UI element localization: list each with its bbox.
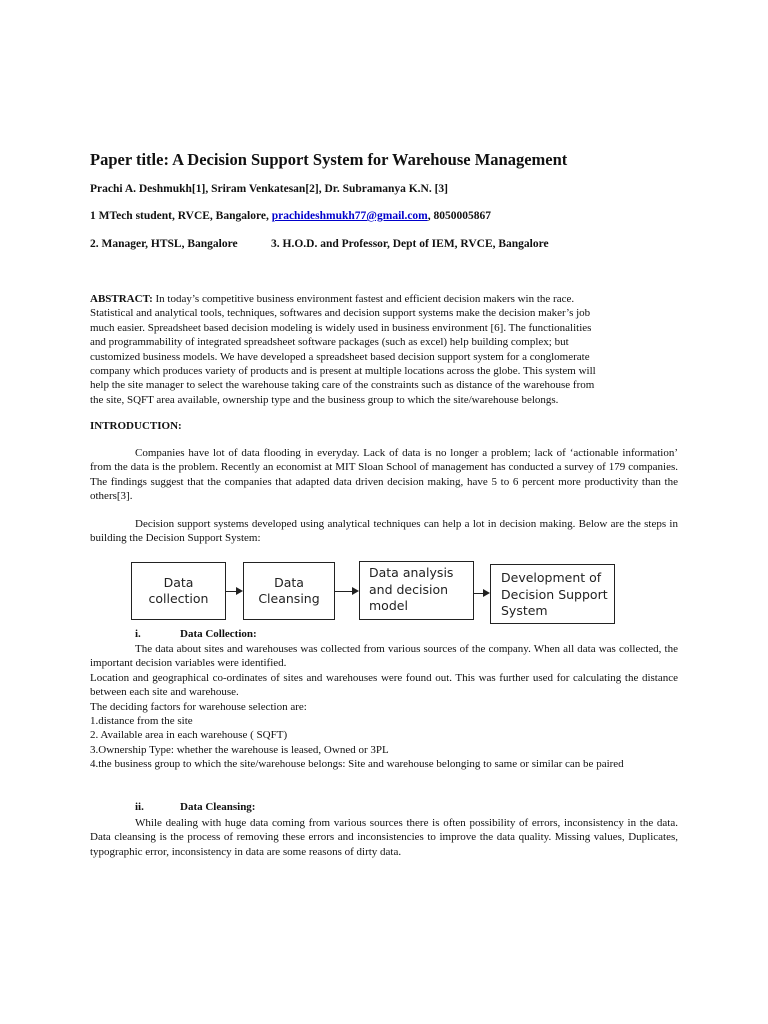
data-collection-paragraph-2: Location and geographical co-ordinates of sites and warehouses were found out. This was further used for calculating the distance between each site and warehouse. xyxy=(90,672,678,699)
authors: Prachi A. Deshmukh[1], Sriram Venkatesan[2], Dr. Subramanya K.N. [3] xyxy=(90,183,449,195)
deciding-factors-intro: The deciding factors for warehouse selection are: xyxy=(90,701,307,713)
paper-title: Paper title: A Decision Support System for Warehouse Management xyxy=(90,150,568,169)
factor-item: 4.the business group to which the site/warehouse belongs: Site and warehouse belonging to same or similar can be paired xyxy=(90,758,624,770)
flow-step-data-analysis: Data analysis and decision model xyxy=(359,561,474,620)
affiliation-2: 2. Manager, HTSL, Bangalore xyxy=(90,238,238,250)
flow-arrowhead-icon xyxy=(352,587,359,595)
flow-step-development: Development of Decision Support System xyxy=(490,564,615,624)
factor-item: 1.distance from the site xyxy=(90,715,193,727)
introduction-paragraph-1: Companies have lot of data flooding in everyday. Lack of data is no longer a problem; lack of ‘actionable information’ from the data is the problem. Recently an economist at MIT Sloan School of management has conducted a survey of 179 companies. The findings suggest that the companies that adapted data driven decision making, have 5 to 6 percent more productivity than the others[3]. xyxy=(90,447,678,503)
abstract-line: ABSTRACT: In today’s competitive business environment fastest and efficient decision makers win the race. xyxy=(90,293,575,305)
flow-arrowhead-icon xyxy=(236,587,243,595)
introduction-paragraph-2: Decision support systems developed using analytical techniques can help a lot in decision making. Below are the steps in building the Decision Support System: xyxy=(90,518,678,545)
abstract-line: much easier. Spreadsheet based decision modeling is widely used in business environment [6]. The functionalities xyxy=(90,321,592,334)
affiliation-1-suffix: , 8050005867 xyxy=(427,210,492,222)
data-cleansing-heading: Data Cleansing: xyxy=(180,801,256,813)
data-collection-heading: Data Collection: xyxy=(180,628,257,640)
affiliation-1-prefix: 1 MTech student, RVCE, Bangalore, xyxy=(90,210,272,222)
affiliation-3: 3. H.O.D. and Professor, Dept of IEM, RVCE, Bangalore xyxy=(271,238,549,250)
abstract-line: and programmability of integrated spreadsheet software packages (such as excel) help building complex; but xyxy=(90,336,569,349)
abstract-label: ABSTRACT: xyxy=(90,293,153,305)
abstract-line: Statistical and analytical tools, techniques, softwares and decision support systems make the decision maker’s job xyxy=(90,307,591,320)
introduction-heading: INTRODUCTION: xyxy=(90,420,182,432)
data-cleansing-paragraph: While dealing with huge data coming from various sources there is often possibility of errors, inconsistency in the data. Data cleansing is the process of removing these errors and inconsistencies to improve the data quality. Missing values, Duplicates, typographic error, inconsistency in data are some reasons of dirty data. xyxy=(90,817,678,858)
flow-arrow xyxy=(335,591,353,592)
abstract-line: the site, SQFT area available, ownership type and the business group to which the site/warehouse belongs. xyxy=(90,393,559,406)
flow-step-data-cleansing: Data Cleansing xyxy=(243,562,335,620)
data-cleansing-number: ii. xyxy=(135,801,144,813)
flow-arrowhead-icon xyxy=(483,589,490,597)
affiliation-1 xyxy=(90,210,491,222)
abstract-line: help the site manager to select the warehouse taking care of the constraints such as distance of the warehouse from xyxy=(90,379,595,392)
author-email-link[interactable]: prachideshmukh77@gmail.com xyxy=(271,210,428,222)
data-collection-paragraph-1: The data about sites and warehouses was collected from various sources of the company. When all data was collected, the important decision variables were identified. xyxy=(90,643,678,670)
data-collection-number: i. xyxy=(135,628,141,640)
factor-item: 2. Available area in each warehouse ( SQFT) xyxy=(90,729,288,741)
factor-item: 3.Ownership Type: whether the warehouse is leased, Owned or 3PL xyxy=(90,744,389,756)
abstract-line: company which produces variety of products and is present at multiple locations across the globe. This system will xyxy=(90,365,596,378)
abstract xyxy=(90,292,680,407)
flow-step-data-collection: Data collection xyxy=(131,562,226,620)
abstract-line: customized business models. We have developed a spreadsheet based decision support system for a conglomerate xyxy=(90,350,590,363)
